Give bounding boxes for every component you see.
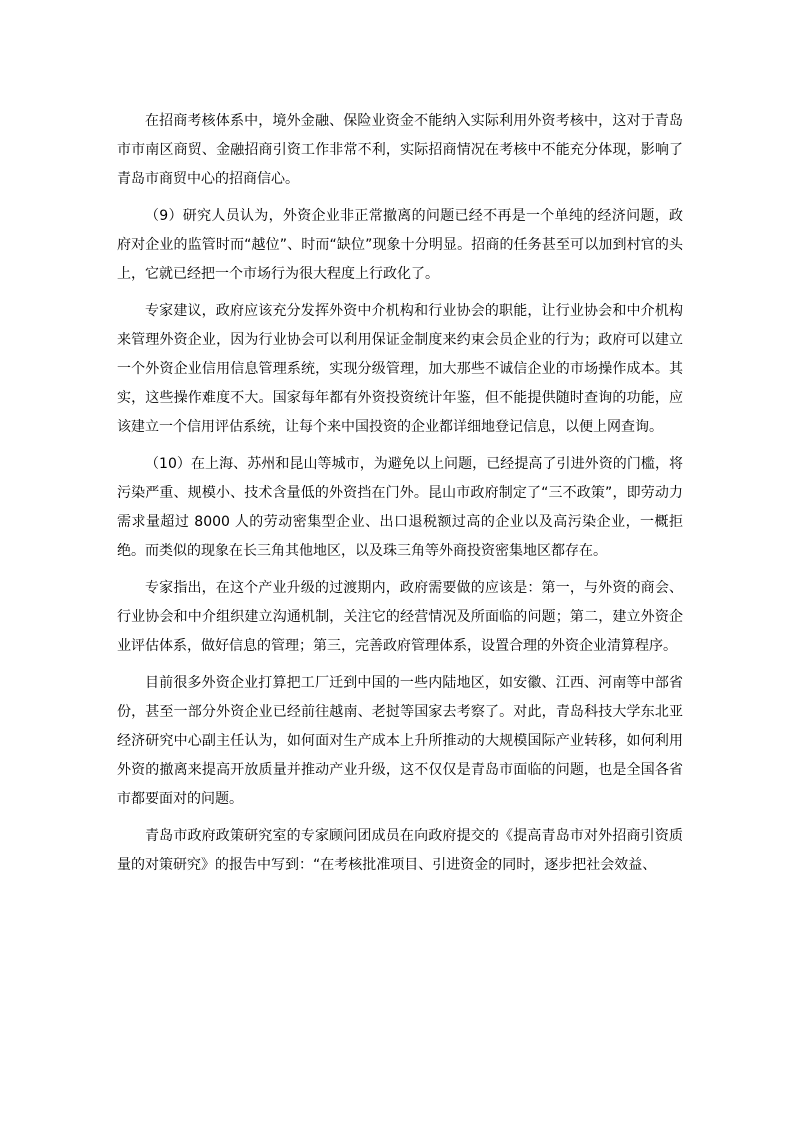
paragraph-5: 专家指出，在这个产业升级的过渡期内，政府需要做的应该是：第一，与外资的商会、行业协会和中介组织建立沟通机制，关注它的经营情况及所面临的问题；第二，建立外资企业评估体系，做好信息的管理；第三，完善政府管理体系，设置合理的外资企业清算程序。 (117, 580, 683, 654)
paragraph-1: 在招商考核体系中，境外金融、保险业资金不能纳入实际利用外资考核中，这对于青岛市市南区商贸、金融招商引资工作非常不利，实际招商情况在考核中不能充分体现，影响了青岛市商贸中心的招商信心。 (117, 113, 683, 187)
paragraph-4: （10）在上海、苏州和昆山等城市，为避免以上问题，已经提高了引进外资的门槛，将污染严重、规模小、技术含量低的外资挡在门外。昆山市政府制定了“三不政策”，即劳动力需求量超过 8000 人的劳动密集型企业、出口退税额过高的企业以及高污染企业，一概拒绝。而类似的现象在长三角其他地区，以及珠三角等外商投资密集地区都存在。 (117, 456, 683, 559)
document-page (117, 107, 683, 888)
paragraph-3: 专家建议，政府应该充分发挥外资中介机构和行业协会的职能，让行业协会和中介机构来管理外资企业，因为行业协会可以利用保证金制度来约束会员企业的行为；政府可以建立一个外资企业信用信息管理系统，实现分级管理，加大那些不诚信企业的市场操作成本。其实，这些操作难度不大。国家每年都有外资投资统计年鉴，但不能提供随时查询的功能，应该建立一个信用评估系统，让每个来中国投资的企业都详细地登记信息，以便上网查询。 (117, 303, 683, 435)
paragraph-7: 青岛市政府政策研究室的专家顾问团成员在向政府提交的《提高青岛市对外招商引资质量的对策研究》的报告中写到：“在考核批准项目、引进资金的同时，逐步把社会效益、 (117, 828, 683, 873)
paragraph-6: 目前很多外资企业打算把工厂迁到中国的一些内陆地区，如安徽、江西、河南等中部省份，甚至一部分外资企业已经前往越南、老挝等国家去考察了。对此，青岛科技大学东北亚经济研究中心副主任认为，如何面对生产成本上升所推动的大规模国际产业转移，如何利用外资的撤离来提高开放质量并推动产业升级，这不仅仅是青岛市面临的问题，也是全国各省市都要面对的问题。 (117, 675, 683, 807)
paragraph-2: （9）研究人员认为，外资企业非正常撤离的问题已经不再是一个单纯的经济问题，政府对企业的监管时而“越位”、时而“缺位”现象十分明显。招商的任务甚至可以加到村官的头上，它就已经把一个市场行为很大程度上行政化了。 (117, 208, 683, 282)
